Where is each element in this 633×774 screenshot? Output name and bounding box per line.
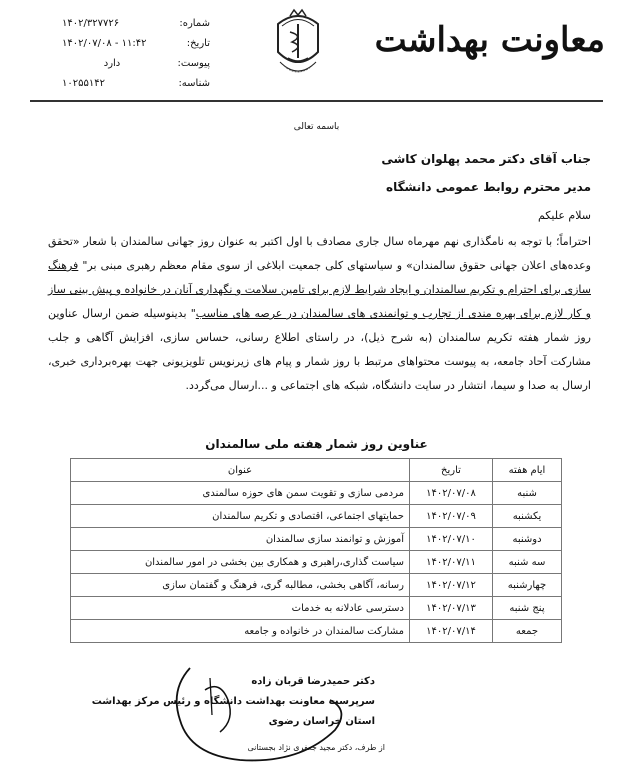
table-row: پنج شنبه ۱۴۰۲/۰۷/۱۳ دسترسی عادلانه به خدمات (71, 597, 562, 620)
greeting: سلام علیکم (537, 209, 591, 222)
table-row: شنبه ۱۴۰۲/۰۷/۰۸ مردمی سازی و تقویت سمن های حوزه سالمندی (71, 482, 562, 505)
recipient-name: جناب آقای دکتر محمد پهلوان کاشی (381, 152, 591, 166)
table-row: یکشنبه ۱۴۰۲/۰۷/۰۹ حمایتهای اجتماعی، اقتصادی و تکریم سالمندان (71, 505, 562, 528)
quoted-policy: فرهنگ سازی برای احترام و تکریم سالمندان و ایجاد شرایط لازم برای تامین سلامت و نگهداری آنان در خانواده و پیش بینی ساز و کار لازم برای بهره مندی از تجارب و توانمندی های سالمندان در عرصه های مناسب (48, 259, 591, 320)
signatory-province: استان خراسان رضوی (268, 716, 375, 727)
meta-number: شماره: ۱۴۰۲/۳۲۷۷۲۶ (62, 18, 210, 29)
letter-meta (60, 14, 210, 94)
letter-body: احتراماً؛ با توجه به نامگذاری نهم مهرماه سال جاری مصادف با اول اکتبر به عنوان روز جهانی سالمندان با شعار «تحقق وعده‌های اعلان جهانی حقوق سالمندان» و سیاستهای کلی جمعیت ابلاغی از سوی مقام معظم رهبری مبنی بر" فرهنگ سازی برای احترام و تکریم سالمندان و ایجاد شرایط لازم برای تامین سلامت و نگهداری آنان در خانواده و پیش بینی ساز و کار لازم برای بهره مندی از تجارب و توانمندی های سالمندان در عرصه های مناسب" بدینوسیله ضمن ارسال عناوین روز شمار هفته تکریم سالمندان (به شرح ذیل)، در راستای اطلاع رسانی، حساس سازی، افزایش آگاهی و جلب مشارکت آحاد جامعه، به پیوست محتواهای مرتبط با روز شمار و پیام های زیرنویس تلویزیونی جهت بهره‌برداری خبری، ارسال به صدا و سیما، انتشار در سایت دانشگاه، شبکه های اجتماعی و ...ارسال می‌گردد. (48, 235, 591, 392)
on-behalf-line: از طرف، دکتر مجید جعفری نژاد بجستانی (247, 743, 385, 752)
table-title: عناوین روز شمار هفته ملی سالمندان (205, 437, 428, 451)
meta-attachment: پیوست: دارد (103, 58, 210, 69)
recipient-title: مدیر محترم روابط عمومی دانشگاه (385, 180, 591, 194)
meta-date: تاریخ: ۱۴۰۲/۰۷/۰۸ - ۱۱:۴۲ (62, 38, 210, 49)
header-divider (30, 100, 603, 102)
week-days-table (70, 458, 562, 643)
signatory-position: سرپرست معاونت بهداشت دانشگاه و رئیس مرکز بهداشت (91, 696, 375, 707)
invocation: باسمه تعالی (293, 122, 340, 132)
header-date: تاریخ (410, 459, 493, 482)
meta-id: شناسه: ۱۰۲۵۵۱۴۲ (62, 78, 210, 89)
table-row: دوشنبه ۱۴۰۲/۰۷/۱۰ آموزش و توانمند سازی سالمندان (71, 528, 562, 551)
table-row: چهارشنبه ۱۴۰۲/۰۷/۱۲ رسانه، آگاهی بخشی، مطالبه گری، فرهنگ و گفتمان سازی (71, 574, 562, 597)
signatory-name: دکتر حمیدرضا قربان زاده (251, 676, 375, 687)
header-title: عنوان (71, 459, 410, 482)
brand-title: معاونت بهداشت (374, 20, 605, 60)
header-day: ایام هفته (493, 459, 562, 482)
university-logo (272, 6, 324, 86)
table-header-row (71, 459, 562, 482)
table-row: جمعه ۱۴۰۲/۰۷/۱۴ مشارکت سالمندان در خانواده و جامعه (71, 620, 562, 643)
table-row: سه شنبه ۱۴۰۲/۰۷/۱۱ سیاست گذاری،راهبری و همکاری بین بخشی در امور سالمندان (71, 551, 562, 574)
